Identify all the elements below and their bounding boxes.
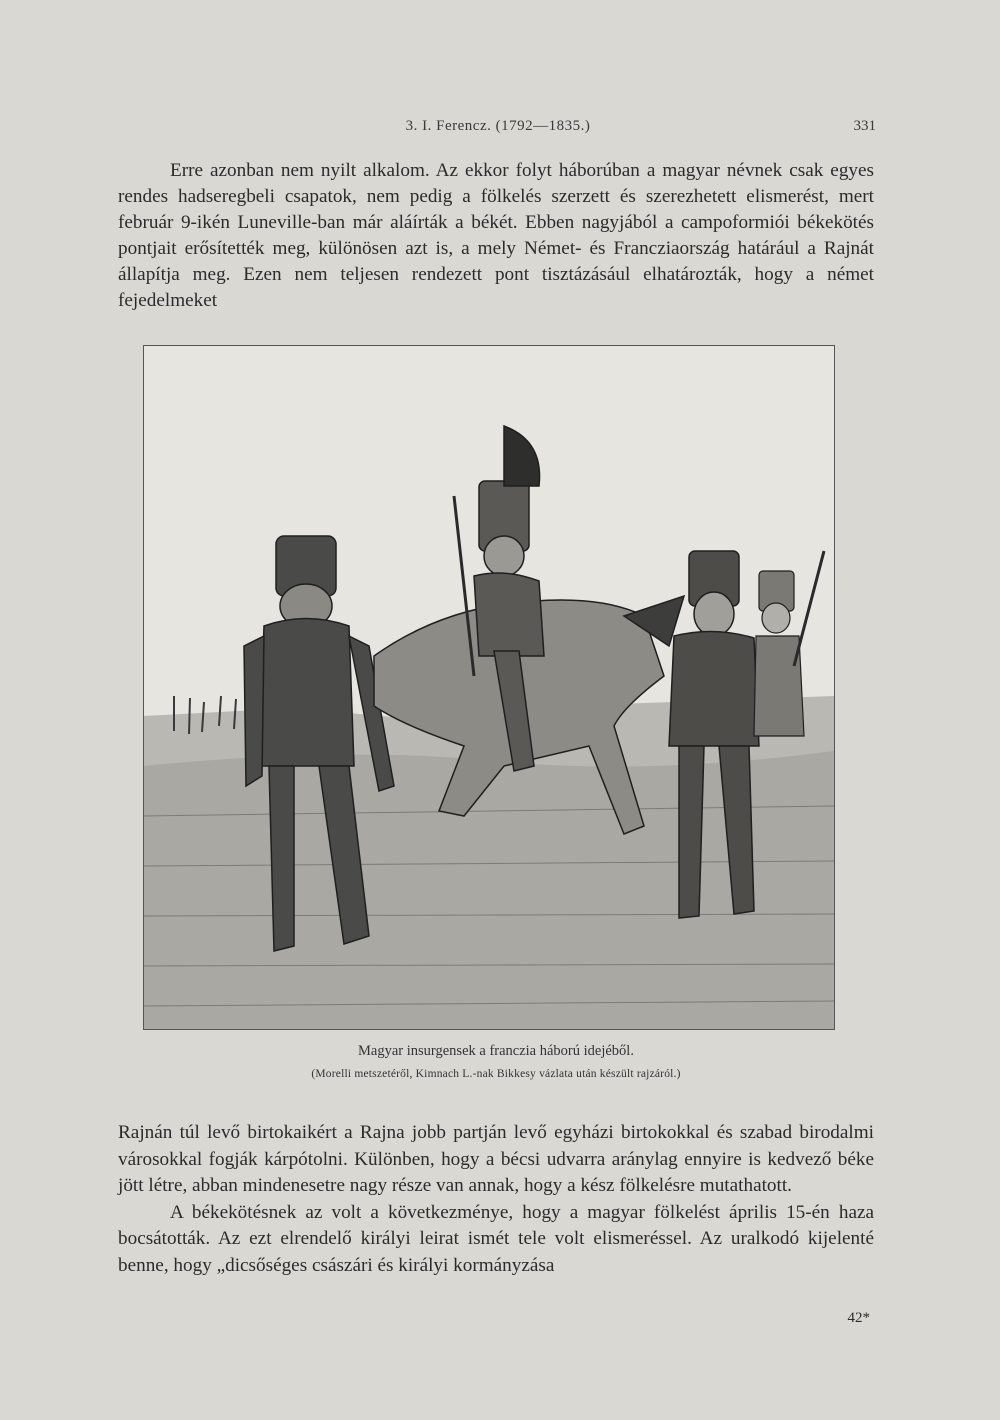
page-number: 331 (853, 118, 876, 134)
signature-mark: 42* (847, 1310, 870, 1326)
engraving-illustration (143, 345, 835, 1030)
hussar-engraving (144, 346, 834, 1029)
body-text-bottom (118, 1120, 874, 1279)
paragraph: Rajnán túl levő birtokaikért a Rajna jobb partján levő egyházi birtokokkal és szabad birodalmi városokkal fogják kárpótolni. Különben, hogy a bécsi udvarra aránylag ennyire is kedvező béke jött létre, abban mindenesetre nagy része van annak, hogy a kész fölkelésre mutathatott. (118, 1122, 874, 1196)
running-head (120, 118, 876, 140)
paragraph: A békekötésnek az volt a következménye, hogy a magyar fölkelést április 15-én haza bocsátották. Az ezt elrendelő királyi leirat ismét tele volt elismeréssel. Az uralkodó kijelenté benne, hogy „dicsőséges császári és királyi kormányzása (118, 1201, 874, 1276)
running-title: 3. I. Ferencz. (1792—1835.) (405, 118, 591, 134)
paragraph: Erre azonban nem nyilt alkalom. Az ekkor folyt háborúban a magyar névnek csak egyes rendes hadseregbeli csapatok, nem pedig a fölkelés szerzett és szerezhetett elismerést, mert február 9-ikén Luneville-ban már aláírták a békét. Ebben nagyjából a campoformiói békekötés pontjait erősítették meg, különösen azt is, a mely Német- és Francziaország határául a Rajnát állapítja meg. Ezen nem teljesen rendezett pont tisztázásául elhatározták, hogy a német fejedelmeket (118, 160, 874, 311)
figure-credit: (Morelli metszetéről, Kimnach L.-nak Bikkesy vázlata után készült rajzáról.) (311, 1068, 681, 1080)
body-text-top (118, 158, 874, 314)
figure-caption: Magyar insurgensek a franczia háború idejéből. (358, 1043, 634, 1059)
